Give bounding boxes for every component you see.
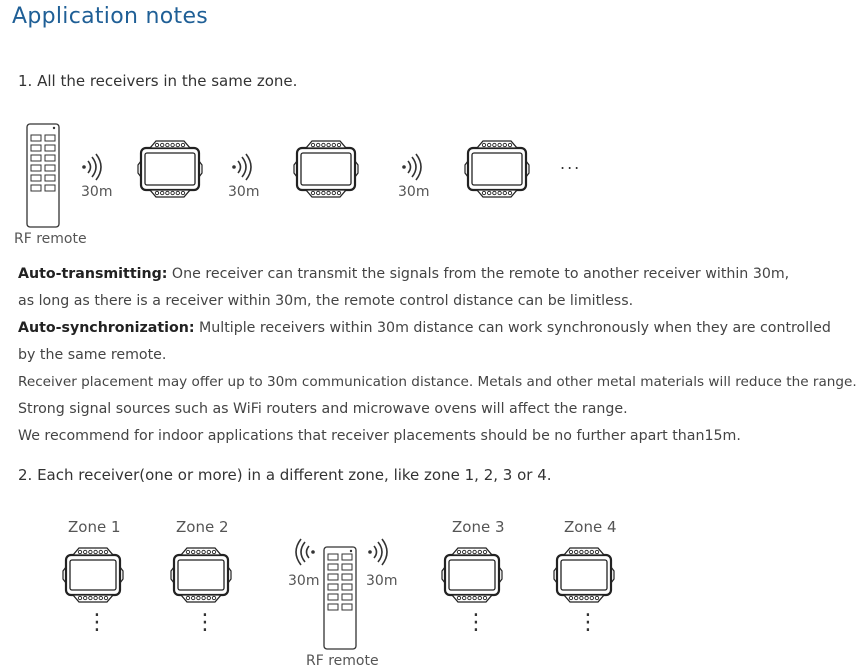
rf-remote-icon [323, 546, 357, 650]
signal-wave-icon [80, 154, 106, 180]
left-distance-label: 30m [288, 573, 320, 589]
receiver-icon [441, 545, 503, 605]
paragraph-6 [18, 401, 628, 417]
paragraph-1-text: One receiver can transmit the signals from the remote to another receiver within 30m, [167, 266, 790, 282]
zone-4-more-dots: ⋮ [577, 610, 599, 635]
paragraph-3-text: Multiple receivers within 30m distance can work synchronously when they are controlled [194, 320, 831, 336]
paragraph-1 [18, 266, 789, 282]
zone-1-more-dots: ⋮ [86, 610, 108, 635]
section-2-heading: 2. Each receiver(one or more) in a different zone, like zone 1, 2, 3 or 4. [18, 466, 552, 484]
distance-label-2: 30m [228, 184, 260, 200]
signal-wave-icon [230, 154, 256, 180]
signal-wave-left-icon [291, 539, 317, 565]
more-receivers-ellipsis: ... [560, 154, 582, 173]
section-1-heading: 1. All the receivers in the same zone. [18, 72, 298, 90]
paragraph-2-text: as long as there is a receiver within 30m, the remote control distance can be limitless. [18, 293, 634, 309]
page-title: Application notes [12, 4, 209, 29]
zone-4-label: Zone 4 [564, 518, 617, 536]
right-distance-label: 30m [366, 573, 398, 589]
paragraph-5 [18, 374, 857, 390]
paragraph-1-bold: Auto-transmitting: [18, 266, 168, 282]
remote-caption-2: RF remote [306, 653, 379, 669]
rf-remote-icon [26, 123, 60, 228]
receiver-icon [553, 545, 615, 605]
paragraph-4 [18, 347, 166, 363]
signal-wave-right-icon [366, 539, 392, 565]
paragraph-7-text: We recommend for indoor applications that receiver placements should be no further apart than15m. [18, 428, 741, 444]
paragraph-3 [18, 320, 831, 336]
paragraph-7 [18, 428, 741, 444]
signal-wave-icon [400, 154, 426, 180]
receiver-icon [464, 138, 530, 200]
zone-1-label: Zone 1 [68, 518, 121, 536]
paragraph-5-text: Receiver placement may offer up to 30m communication distance. Metals and other metal materials will reduce the range. [18, 374, 857, 390]
zone-2-more-dots: ⋮ [194, 610, 216, 635]
paragraph-2 [18, 293, 633, 309]
zone-2-label: Zone 2 [176, 518, 229, 536]
receiver-icon [170, 545, 232, 605]
paragraph-4-text: by the same remote. [18, 347, 167, 363]
distance-label-3: 30m [398, 184, 430, 200]
receiver-icon [137, 138, 203, 200]
zone-3-more-dots: ⋮ [465, 610, 487, 635]
zone-3-label: Zone 3 [452, 518, 505, 536]
paragraph-6-text: Strong signal sources such as WiFi routers and microwave ovens will affect the range. [18, 401, 628, 417]
distance-label-1: 30m [81, 184, 113, 200]
receiver-icon [62, 545, 124, 605]
paragraph-3-bold: Auto-synchronization: [18, 320, 195, 336]
remote-caption-1: RF remote [14, 231, 87, 247]
receiver-icon [293, 138, 359, 200]
